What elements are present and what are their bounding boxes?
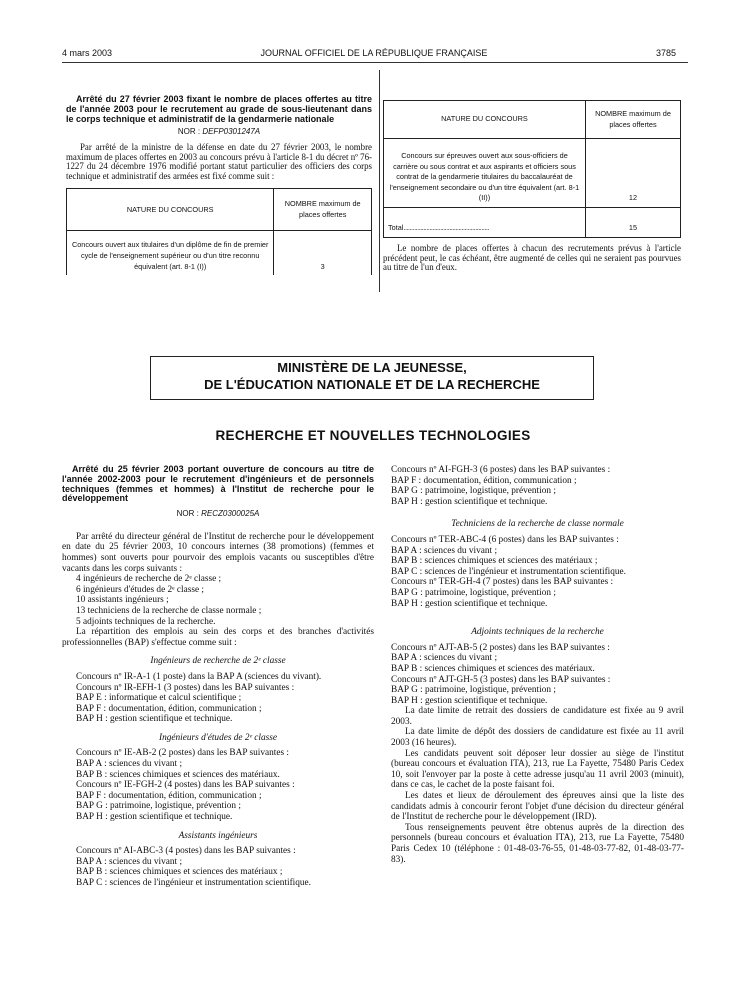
- list-item: 6 ingénieurs d'études de 2ᵉ classe ;: [76, 584, 204, 595]
- ai2-list: [391, 465, 684, 507]
- list-item: 4 ingénieurs de recherche de 2ᵉ classe ;: [76, 574, 222, 585]
- total-label: Total: [388, 223, 404, 233]
- arrete2-intro: Par arrêté du directeur général de l'Institut de recherche pour le développement en date du 25 février 2003, 10 concours internes (38 promotions) (femmes et hommes) sont ouverts pour pourvoir des emplois vacants ou susceptibles d'être vacants dans les corps suivants :: [62, 531, 374, 574]
- list-item: BAP H : gestion scientifique et technique.: [391, 496, 548, 507]
- ministry-line1: MINISTÈRE DE LA JEUNESSE,: [277, 360, 467, 375]
- list-item: Concours nº AJT-GH-5 (3 postes) dans les BAP suivantes :: [391, 674, 611, 685]
- list-item: 13 techniciens de la recherche de classe normale ;: [76, 605, 262, 616]
- list-item: 10 assistants ingénieurs ;: [76, 595, 169, 606]
- list-item: BAP B : sciences chimiques et sciences des matériaux ;: [76, 867, 283, 878]
- arrete-recherche: [62, 465, 374, 889]
- table-total-label: Total........................................................: [384, 207, 586, 237]
- ajt-list: [391, 643, 684, 707]
- ministry-box: [150, 356, 594, 400]
- paragraph-depot: La date limite de dépôt des dossiers de candidature est fixée au 11 avril 2003 (16 heures).: [391, 727, 684, 749]
- table-row-text: Concours sur épreuves ouvert aux sous-officiers de carrière ou sous contrat et aux aspirants et officiers sous contrat de la gendarmerie titulaires du baccalauréat de l'enseignement secondaire ou d'un titre équivalent (art. 8-1 (II)): [384, 139, 586, 208]
- list-item: Concours nº TER-ABC-4 (6 postes) dans les BAP suivantes :: [391, 534, 619, 545]
- arrete-recherche-continued: [391, 465, 684, 865]
- list-item: Concours nº TER-GH-4 (7 postes) dans les BAP suivantes :: [391, 577, 614, 588]
- list-item: BAP B : sciences chimiques et sciences des matériaux ;: [391, 556, 598, 567]
- list-item: Concours nº AI-FGH-3 (6 postes) dans les BAP suivantes :: [391, 465, 611, 475]
- arrete2-nor: [62, 509, 374, 520]
- ai-list: [62, 846, 374, 888]
- heading-ir: Ingénieurs de recherche de 2ᵉ classe: [150, 656, 286, 667]
- table-head-nature: NATURE DU CONCOURS: [384, 101, 586, 139]
- list-item: BAP G : patrimoine, logistique, prévention ;: [391, 685, 556, 696]
- arrete-defense: [66, 95, 372, 275]
- list-item: BAP H : gestion scientifique et technique.: [76, 812, 233, 823]
- heading-ai: Assistants ingénieurs: [178, 830, 258, 841]
- table-row-text: Concours ouvert aux titulaires d'un diplôme de fin de premier cycle de l'enseignement supérieur ou d'un titre reconnu équivalent (art. 8-1 (I)): [67, 231, 274, 275]
- nor-label: NOR :: [177, 127, 201, 137]
- arrete1-nor: [66, 127, 372, 138]
- list-item: Concours nº AI-ABC-3 (4 postes) dans les BAP suivantes :: [76, 846, 296, 857]
- list-item: BAP B : sciences chimiques et sciences des matériaux.: [391, 663, 595, 674]
- list-item: BAP A : sciences du vivant ;: [76, 856, 183, 867]
- list-item: BAP B : sciences chimiques et sciences des matériaux.: [76, 769, 280, 780]
- table-total-value: 15: [585, 207, 680, 237]
- table-head-nombre: NOMBRE maximum de places offertes: [585, 101, 680, 139]
- corps-list: [62, 574, 374, 627]
- arrete1-table-continued: [383, 100, 681, 238]
- header-date: 4 mars 2003: [62, 48, 113, 58]
- list-item: BAP A : sciences du vivant ;: [391, 545, 498, 556]
- heading-ajt: Adjoints techniques de la recherche: [471, 627, 604, 638]
- arrete1-title: Arrêté du 27 février 2003 fixant le nombre de places offertes au titre de l'année 2003 pour le recrutement au grade de sous-lieutenant dans le corps technique et administratif de la gendarmerie nationale: [66, 94, 372, 124]
- list-item: Concours nº IR-A-1 (1 poste) dans la BAP A (sciences du vivant).: [76, 671, 322, 682]
- ie-list: [62, 748, 374, 822]
- header-rule: [62, 62, 688, 63]
- journal-title: JOURNAL OFFICIEL DE LA RÉPUBLIQUE FRANÇAISE: [260, 48, 488, 58]
- table-row-value: 12: [585, 139, 680, 208]
- list-item: BAP F : documentation, édition, communication ;: [76, 703, 262, 714]
- nor-label: NOR :: [176, 509, 199, 519]
- arrete1-table: [66, 188, 372, 275]
- list-item: BAP C : sciences de l'ingénieur et instrumentation scientifique.: [76, 878, 311, 888]
- paragraph-retrait: La date limite de retrait des dossiers de candidature est fixée au 9 avril 2003.: [391, 706, 684, 727]
- nor-code: RECZ0300025A: [201, 509, 260, 519]
- ir-list: [62, 672, 374, 725]
- arrete1-body: Par arrêté de la ministre de la défense en date du 27 février 2003, le nombre maximum de places offertes en 2003 au concours prévu à l'article 8-1 du décret nº 76-1227 du 24 décembre 1976 modifié portant statut particulier des officiers des corps technique et administratif des armées est fixé comme suit :: [66, 141, 372, 181]
- column-divider: [379, 70, 380, 292]
- list-item: BAP A : sciences du vivant ;: [391, 653, 498, 664]
- table-head-nature: NATURE DU CONCOURS: [67, 189, 274, 231]
- list-item: BAP A : sciences du vivant ;: [76, 759, 183, 770]
- arrete1-after: Le nombre de places offertes à chacun des recrutements prévus à l'article précédent peut, le cas échéant, être augmenté de celles qui ne seraient pas pourvues au titre de l'un d'eux.: [383, 242, 681, 273]
- heading-ter: Techniciens de la recherche de classe normale: [451, 519, 624, 530]
- list-item: BAP F : documentation, édition, communication ;: [391, 475, 577, 486]
- table-row-value: 3: [274, 231, 372, 275]
- ministry-line2: DE L'ÉDUCATION NATIONALE ET DE LA RECHERCHE: [204, 377, 540, 392]
- paragraph-renseignements: Tous renseignements peuvent être obtenus auprès de la direction des personnels (bureau concours et évaluation ITA), 213, rue La Fayette, 75480 Paris Cedex 10 (téléphone : 01-48-03-76-55, 01-48-03-77-82, 01-48-03-77-83).: [391, 822, 684, 865]
- list-item: 5 adjoints techniques de la recherche.: [76, 616, 216, 627]
- paragraph-envoi: Les candidats peuvent soit déposer leur dossier au siège de l'institut (bureau concours et évaluation ITA), 213, rue La Fayette, 75480 Paris Cedex 10, soit l'envoyer par la poste à cette adresse jusqu'au 11 avril 2003 (minuit), dans ce cas, le cachet de la poste faisant foi.: [391, 748, 684, 791]
- list-item: BAP H : gestion scientifique et technique.: [391, 598, 548, 609]
- list-item: BAP F : documentation, édition, communication ;: [76, 790, 262, 801]
- page-number: 3785: [656, 48, 677, 58]
- nor-code: DEFP0301247A: [202, 127, 261, 137]
- list-item: BAP G : patrimoine, logistique, prévention ;: [391, 587, 556, 598]
- list-item: Concours nº IE-AB-2 (2 postes) dans les BAP suivantes :: [76, 748, 289, 759]
- arrete2-title: Arrêté du 25 février 2003 portant ouverture de concours au titre de l'année 2002-2003 pour le recrutement d'ingénieurs et de personnels techniques (femmes et hommes) à l'Institut de recherche pour le développement: [62, 464, 374, 504]
- list-item: BAP E : informatique et calcul scientifique ;: [76, 693, 242, 704]
- list-item: Concours nº IR-EFH-1 (3 postes) dans les BAP suivantes :: [76, 682, 295, 693]
- arrete-defense-continued: [383, 100, 681, 273]
- list-item: Concours nº AJT-AB-5 (2 postes) dans les BAP suivantes :: [391, 642, 610, 653]
- list-item: BAP C : sciences de l'ingénieur et instrumentation scientifique.: [391, 566, 626, 577]
- ter-list: [391, 535, 684, 609]
- paragraph-epreuves: Les dates et lieux de déroulement des épreuves ainsi que la liste des candidats admis à concourir feront l'objet d'une décision du directeur général de l'Institut de recherche pour le développement (IRD).: [391, 791, 684, 823]
- list-item: BAP H : gestion scientifique et technique.: [76, 714, 233, 725]
- list-item: Concours nº IE-FGH-2 (4 postes) dans les BAP suivantes :: [76, 780, 295, 791]
- heading-ie: Ingénieurs d'études de 2ᵉ classe: [158, 732, 278, 743]
- list-item: BAP H : gestion scientifique et technique.: [391, 695, 548, 706]
- list-item: BAP G : patrimoine, logistique, prévention ;: [391, 486, 556, 497]
- section-title: RECHERCHE ET NOUVELLES TECHNOLOGIES: [215, 428, 531, 443]
- list-item: BAP G : patrimoine, logistique, prévention ;: [76, 801, 241, 812]
- table-head-nombre: NOMBRE maximum de places offertes: [274, 189, 372, 231]
- repartition: La répartition des emplois au sein des corps et des branches d'activités professionnelles (BAP) s'effectue comme suit :: [62, 627, 374, 648]
